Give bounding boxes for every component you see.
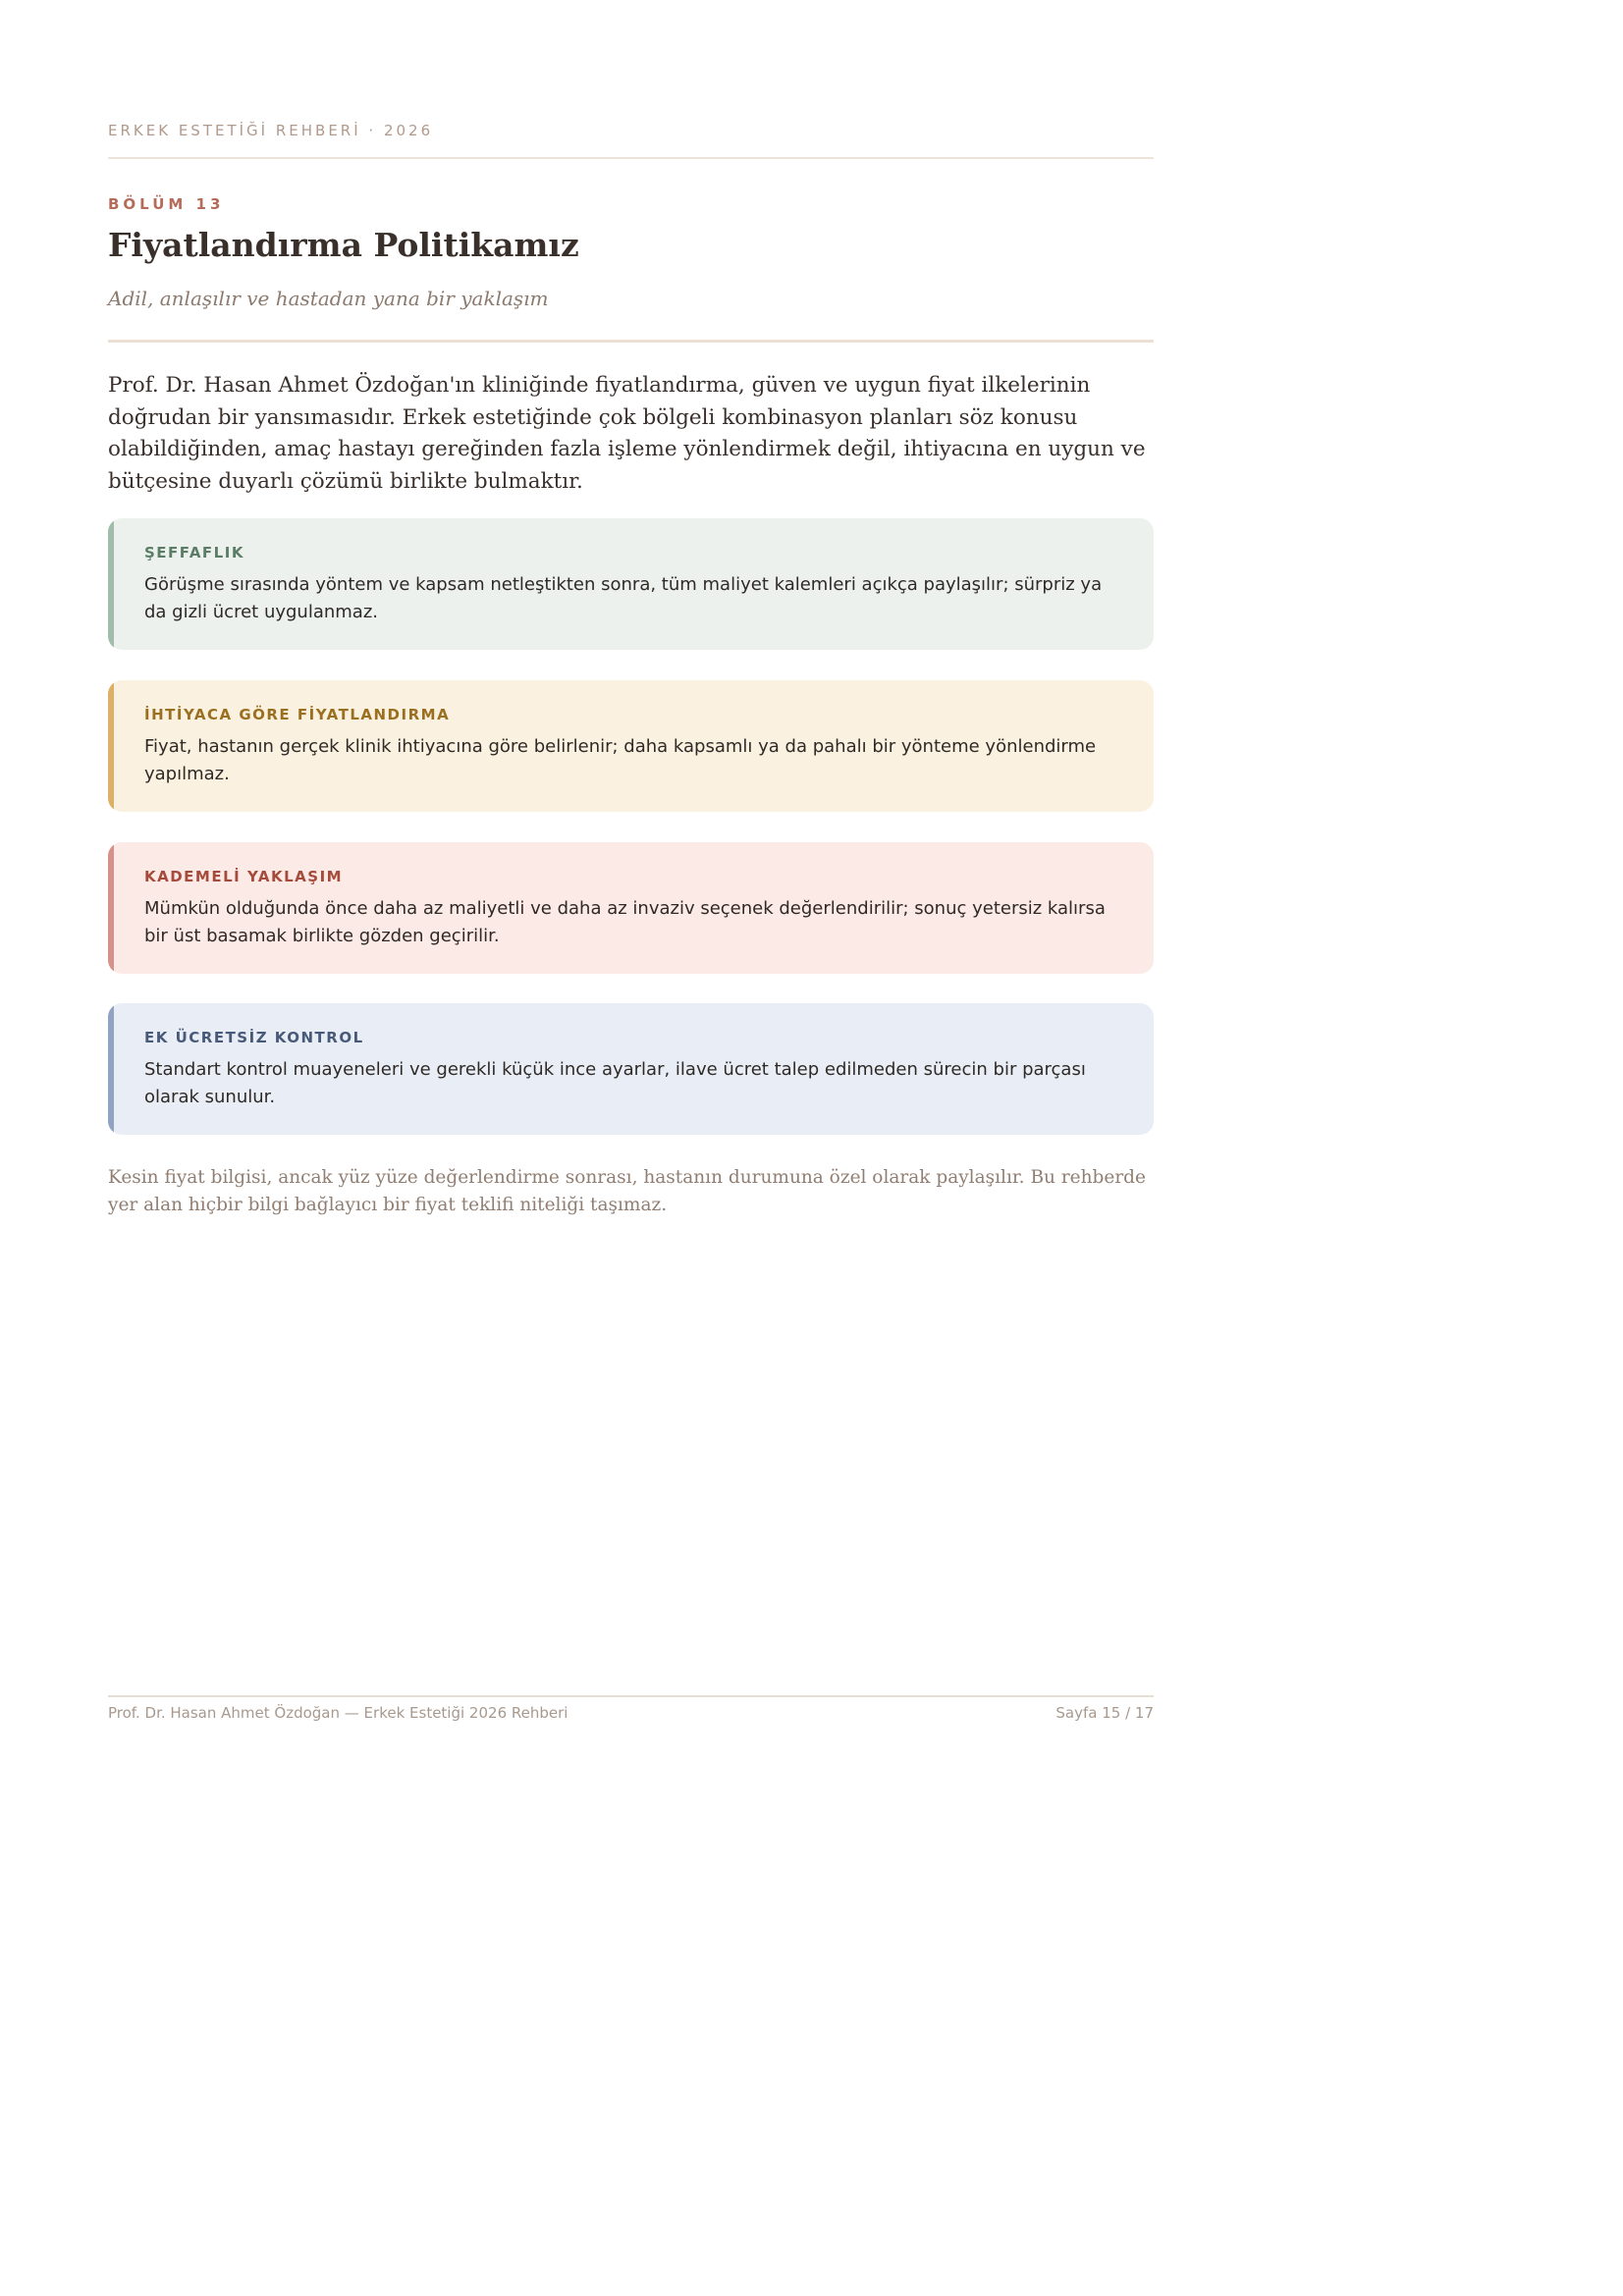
callout-title: KADEMELİ YAKLAŞIM (144, 868, 344, 885)
page-subtitle: Adil, anlaşılır ve hastadan yana bir yaklaşım (108, 287, 549, 310)
intro-paragraph: Prof. Dr. Hasan Ahmet Özdoğan'ın kliniğinde fiyatlandırma, güven ve uygun fiyat ilkelerinin doğrudan bir yansımasıdır. Erkek estetiğinde çok bölgeli kombinasyon planları söz konusu olabildiğinden, amaç hastayı gereğinden fazla işleme yönlendirmek değil, ihtiyacına en uygun ve bütçesine duyarlı çözümü birlikte bulmaktır. (108, 373, 1146, 494)
chapter-label: BÖLÜM 13 (108, 195, 225, 213)
callout-free-follow-up (108, 1003, 1154, 1135)
callout-title: EK ÜCRETSİZ KONTROL (144, 1029, 364, 1046)
footer-title: Prof. Dr. Hasan Ahmet Özdoğan — Erkek Estetiği 2026 Rehberi (108, 1704, 568, 1722)
title-divider (108, 340, 1154, 343)
footer-divider (108, 1695, 1154, 1697)
callout-title: ŞEFFAFLIK (144, 544, 244, 561)
callout-needs-based-pricing (108, 680, 1154, 812)
pricing-disclaimer: Kesin fiyat bilgisi, ancak yüz yüze değerlendirme sonrası, hastanın durumuna özel olarak paylaşılır. Bu rehberde yer alan hiçbir bilgi bağlayıcı bir fiyat teklifi niteliği taşımaz. (108, 1167, 1146, 1215)
callout-title: İHTİYACA GÖRE FİYATLANDIRMA (144, 706, 451, 723)
callout-text: Görüşme sırasında yöntem ve kapsam netleştikten sonra, tüm maliyet kalemleri açıkça paylaşılır; sürpriz ya da gizli ücret uygulanmaz. (144, 574, 1103, 622)
page-title: Fiyatlandırma Politikamız (108, 226, 579, 264)
callout-text: Fiyat, hastanın gerçek klinik ihtiyacına göre belirlenir; daha kapsamlı ya da pahalı bir yönteme yönlendirme yapılmaz. (144, 736, 1097, 784)
callout-text: Mümkün olduğunda önce daha az maliyetli ve daha az invaziv seçenek değerlendirilir; sonuç yetersiz kalırsa bir üst basamak birlikte gözden geçirilir. (144, 898, 1106, 946)
callout-stepwise-approach (108, 842, 1154, 974)
header-divider (108, 157, 1154, 159)
callout-transparency (108, 518, 1154, 650)
page-number: Sayfa 15 / 17 (1055, 1704, 1154, 1722)
running-header: ERKEK ESTETİĞİ REHBERİ · 2026 (108, 122, 434, 139)
callout-text: Standart kontrol muayeneleri ve gerekli küçük ince ayarlar, ilave ücret talep edilmeden sürecin bir parçası olarak sunulur. (144, 1059, 1086, 1107)
